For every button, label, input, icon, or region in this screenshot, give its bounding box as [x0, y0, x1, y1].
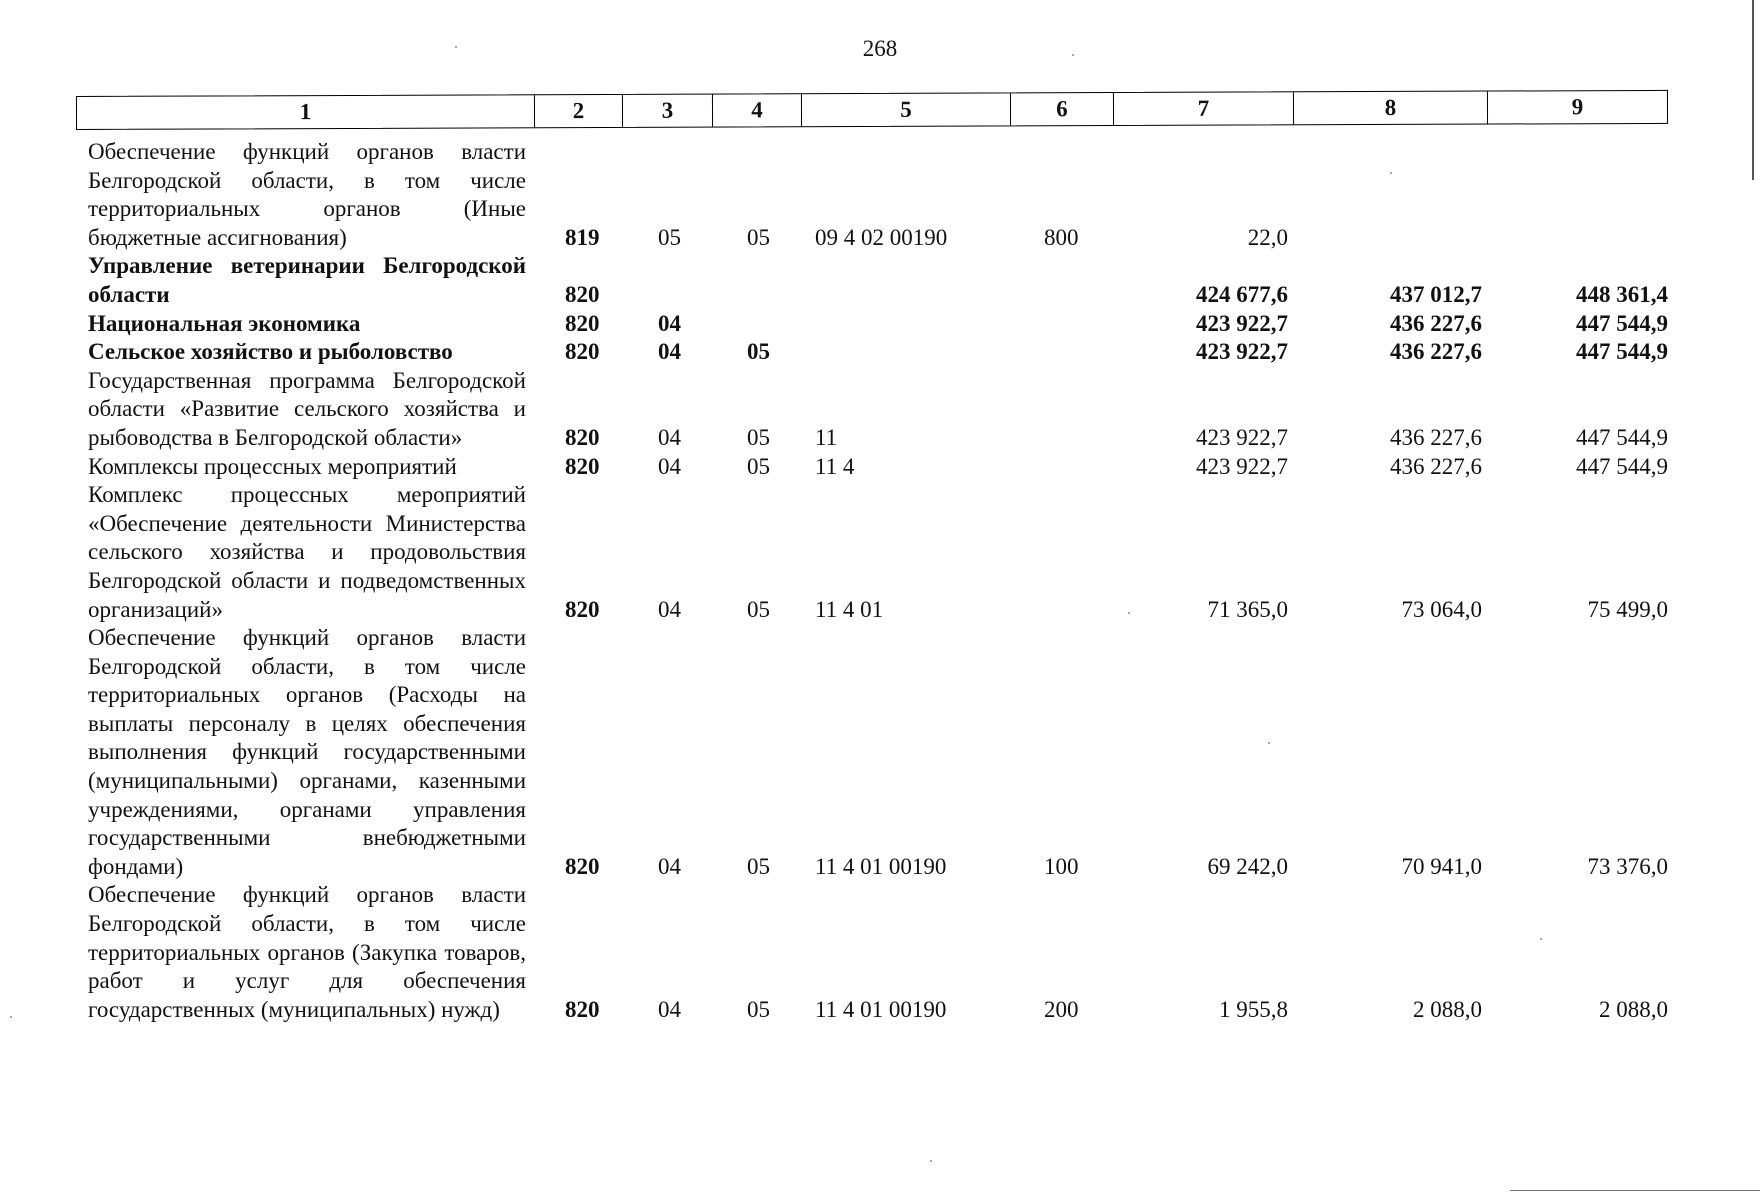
col-9-value: 73 376,0: [1587, 853, 1668, 879]
header-col-1: 1: [77, 95, 535, 129]
col-3-value: 04: [658, 453, 681, 479]
scan-speck: [1268, 742, 1270, 744]
col-7-value: 423 922,7: [1196, 453, 1288, 479]
col-8-value: 2 088,0: [1413, 996, 1482, 1022]
row-description: Комплексы процессных мероприятий: [88, 453, 457, 479]
scan-speck: [455, 46, 457, 48]
col-4-value: 05: [747, 339, 770, 365]
col-7-value: 423 922,7: [1196, 424, 1288, 450]
table-row: [0, 252, 1760, 309]
header-col-3: 3: [623, 95, 713, 127]
row-description: Комплекс процессных мероприятий «Обеспечение деятельности Министерства сельского хозяйства и продовольствия Белгородской области и подведомственных организаций»: [88, 482, 526, 622]
col-5-value: 09 4 02 00190: [815, 224, 948, 250]
table-row: [0, 310, 1760, 339]
col-8-value: 437 012,7: [1390, 281, 1482, 307]
col-5-value: 11 4 01 00190: [815, 853, 947, 879]
col-8-value: 436 227,6: [1390, 424, 1482, 450]
col-5-value: 11 4 01: [815, 596, 884, 622]
col-3-value: 04: [658, 596, 681, 622]
col-7-value: 423 922,7: [1196, 339, 1288, 365]
col-8-value: 436 227,6: [1390, 310, 1482, 336]
col-8-value: 73 064,0: [1401, 596, 1482, 622]
col-8-value: 70 941,0: [1401, 853, 1482, 879]
scan-speck: [1128, 612, 1130, 614]
col-7-value: 423 922,7: [1196, 310, 1288, 336]
header-col-6: 6: [1011, 93, 1114, 125]
row-description: Обеспечение функций органов власти Белгородской области, в том числе территориальных органов (Расходы на выплаты персоналу в целях обеспечения выполнения функций государственными (муниципальными) органами, казенными учреждениями, органами управления государственными внебюджетными фондами): [88, 625, 526, 879]
header-col-2: 2: [535, 95, 623, 127]
scan-edge-line: [1752, 0, 1754, 180]
header-col-5: 5: [802, 93, 1011, 126]
col-2-value: 820: [565, 310, 600, 336]
col-9-value: 447 544,9: [1576, 453, 1668, 479]
header-col-9: 9: [1571, 94, 1584, 120]
col-8-value: 436 227,6: [1390, 453, 1482, 479]
col-4-value: 05: [747, 424, 770, 450]
row-description: Сельское хозяйство и рыболовство: [88, 339, 453, 365]
table-header: [76, 90, 1668, 130]
col-5-value: 11 4 01 00190: [815, 996, 947, 1022]
row-description: Государственная программа Белгородской области «Развитие сельского хозяйства и рыбоводства в Белгородской области»: [88, 367, 526, 450]
col-8-value: 436 227,6: [1390, 339, 1482, 365]
row-description: Управление ветеринарии Белгородской области: [88, 253, 526, 307]
table-row: [0, 138, 1760, 252]
col-4-value: 05: [747, 853, 770, 879]
col-3-value: 05: [658, 224, 681, 250]
col-9-value: 2 088,0: [1599, 996, 1668, 1022]
row-description: Национальная экономика: [88, 310, 361, 336]
col-3-value: 04: [658, 424, 681, 450]
col-7-value: 69 242,0: [1207, 853, 1288, 879]
col-4-value: 05: [747, 453, 770, 479]
scan-speck: [1390, 172, 1392, 174]
scan-speck: [930, 1160, 932, 1162]
scan-edge-line: [1510, 1190, 1760, 1191]
col-2-value: 820: [565, 281, 600, 307]
row-description: Обеспечение функций органов власти Белгородской области, в том числе территориальных органов (Закупка товаров, работ и услуг для обеспечения государственных (муниципальных) нужд): [88, 882, 526, 1022]
scan-speck: [1540, 938, 1542, 940]
col-9-value: 447 544,9: [1576, 424, 1668, 450]
col-7-value: 424 677,6: [1196, 281, 1288, 307]
col-2-value: 819: [565, 224, 600, 250]
col-2-value: 820: [565, 339, 600, 365]
col-7-value: 1 955,8: [1219, 996, 1288, 1022]
col-6-value: 200: [1044, 996, 1079, 1022]
col-2-value: 820: [565, 453, 600, 479]
col-9-value: 75 499,0: [1587, 596, 1668, 622]
col-7-value: 22,0: [1247, 224, 1288, 250]
col-2-value: 820: [565, 853, 600, 879]
col-2-value: 820: [565, 996, 600, 1022]
header-col-8: 8: [1294, 92, 1488, 125]
scan-speck: [10, 1016, 12, 1018]
col-3-value: 04: [658, 310, 681, 336]
col-2-value: 820: [565, 596, 600, 622]
col-5-value: 11: [815, 424, 838, 450]
table-row: [0, 481, 1760, 624]
col-3-value: 04: [658, 339, 681, 365]
table-row: [0, 453, 1760, 482]
col-4-value: 05: [747, 596, 770, 622]
col-3-value: 04: [658, 853, 681, 879]
table-body: [0, 138, 1760, 1024]
table-row: [0, 624, 1760, 881]
col-4-value: 05: [747, 996, 770, 1022]
header-col-4: 4: [713, 94, 802, 126]
col-6-value: 800: [1044, 224, 1079, 250]
row-description: Обеспечение функций органов власти Белгородской области, в том числе территориальных органов (Иные бюджетные ассигнования): [88, 139, 526, 250]
col-5-value: 11 4: [815, 453, 855, 479]
table-row: [0, 881, 1760, 1024]
scan-speck: [1072, 54, 1074, 56]
col-4-value: 05: [747, 224, 770, 250]
table-row: [0, 338, 1760, 367]
col-9-value: 447 544,9: [1576, 339, 1668, 365]
col-6-value: 100: [1044, 853, 1079, 879]
col-9-value: 447 544,9: [1576, 310, 1668, 336]
col-9-value: 448 361,4: [1576, 281, 1668, 307]
table-row: [0, 367, 1760, 453]
col-7-value: 71 365,0: [1207, 596, 1288, 622]
header-col-7: 7: [1114, 92, 1294, 125]
page-number: 268: [862, 36, 898, 61]
col-2-value: 820: [565, 424, 600, 450]
col-3-value: 04: [658, 996, 681, 1022]
